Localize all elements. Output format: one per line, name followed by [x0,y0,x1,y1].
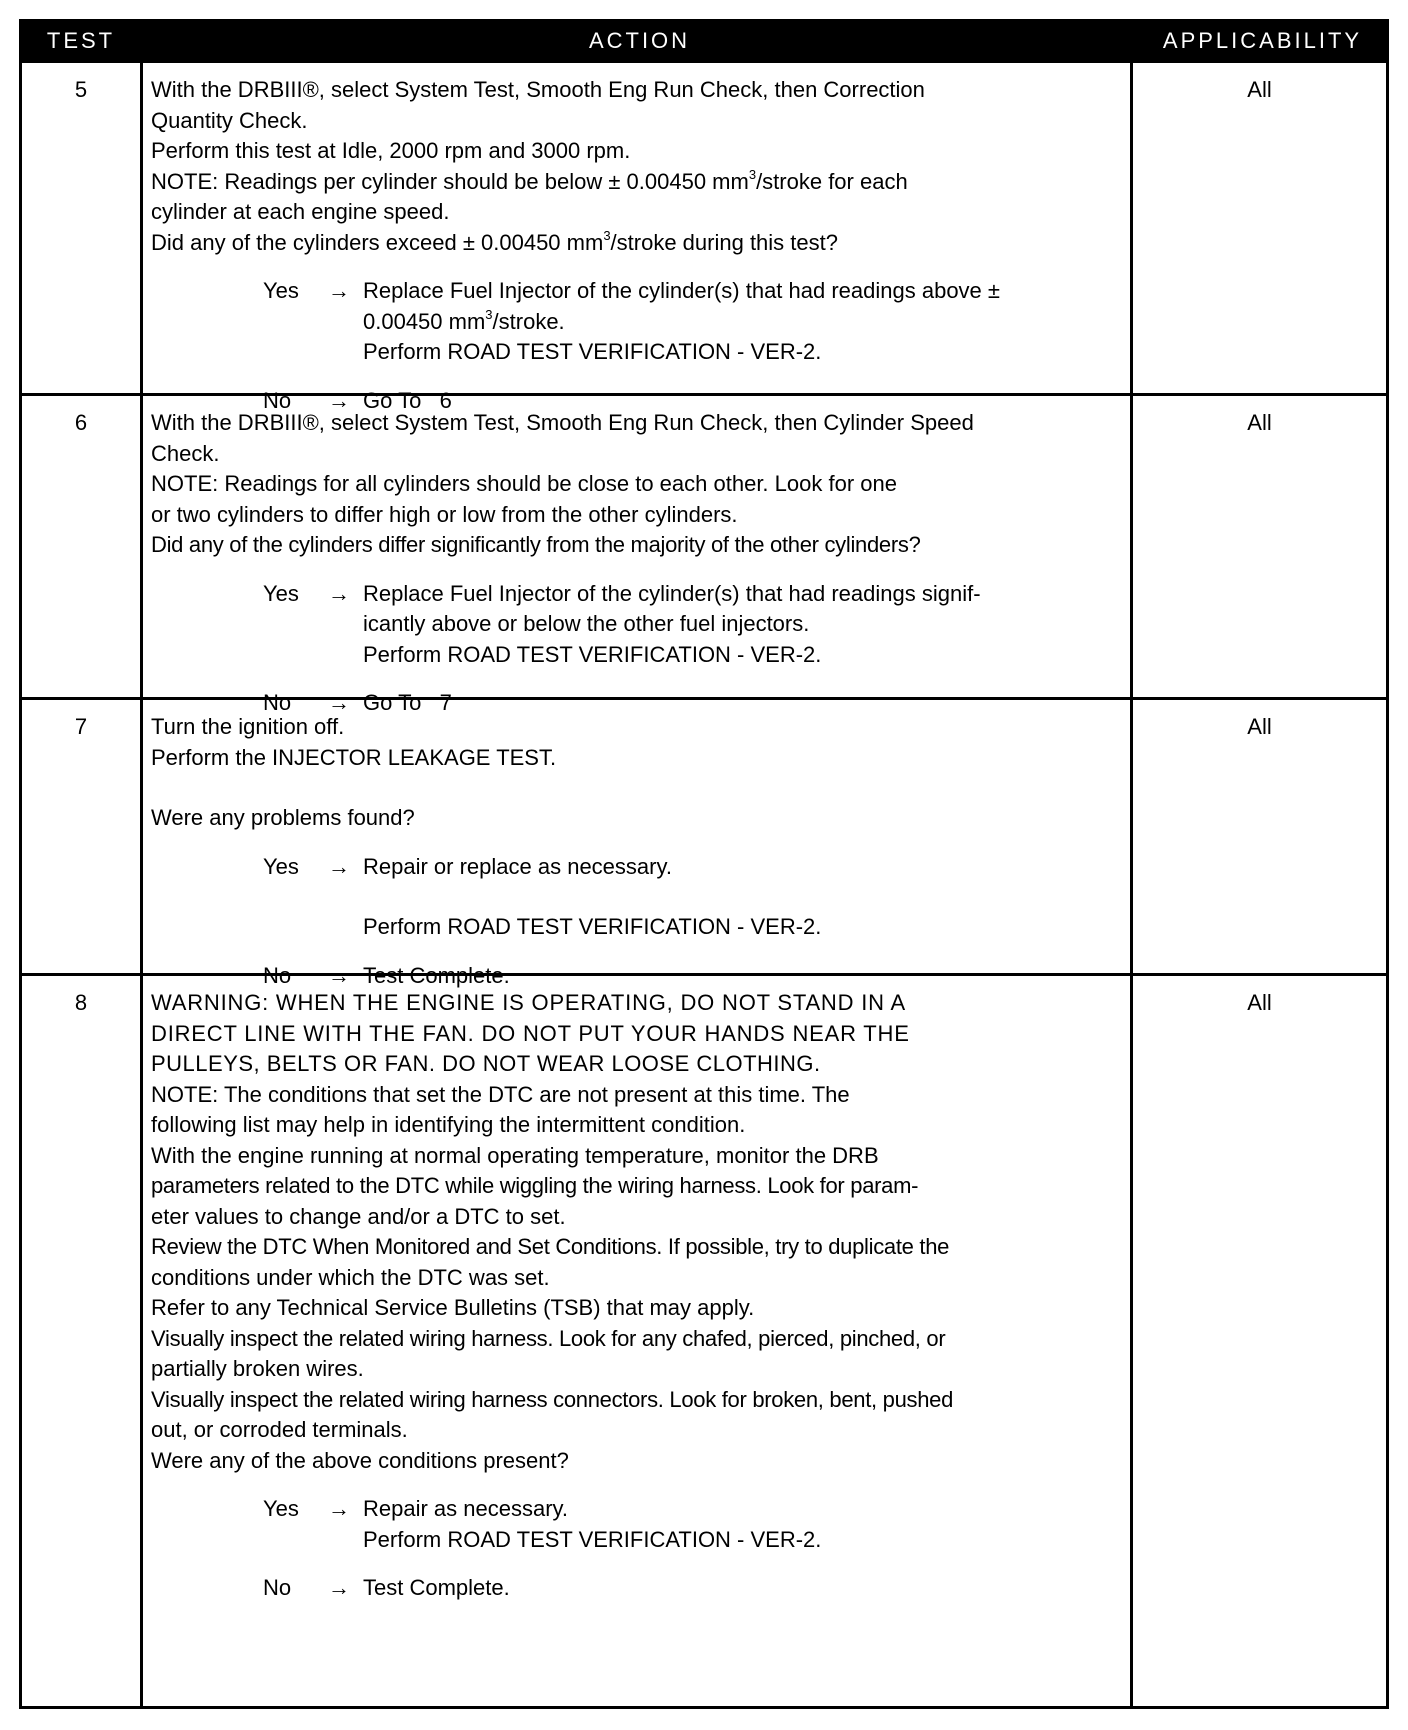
action-line: conditions under which the DTC was set. [151,1264,550,1290]
table-row-test-5 [22,60,1386,413]
action-line: Refer to any Technical Service Bulletins (TSB) that may apply. [151,1295,755,1320]
action-line: Perform the INJECTOR LEAKAGE TEST. [151,744,557,770]
test-number: 7 [74,714,88,739]
arrow-right-icon: → [328,387,350,413]
answer-line: 0.00450 $mm^3$/stroke. [363,306,565,334]
answer-line: Repair as necessary. [363,1496,569,1521]
yes-label: Yes [263,853,299,879]
arrow-right-icon: → [328,580,350,606]
arrow-right-icon: → [328,278,350,303]
arrow-right-icon: → [328,1496,350,1521]
no-answer [263,1573,1120,1604]
question-line: Were any problems found? [151,805,415,830]
answer-line: Repair or replace as necessary. [363,853,672,879]
table-header [22,22,1386,60]
action-line: Turn the ignition off. [151,714,345,739]
question-line: Were any of the above conditions present? [151,1447,569,1473]
action-cell [140,700,1133,988]
yes-label: Yes [263,580,299,606]
table-row-test-8 [22,973,1386,1706]
note-line: NOTE: Readings for all cylinders should be close to each other. Look for one [151,471,897,496]
answer-line: Perform ROAD TEST VERIFICATION - VER-2. [363,641,822,667]
goto-reference: Go To 6 [363,387,452,413]
applicability-value: All [1247,990,1272,1015]
action-line: parameters related to the DTC while wiggling the wiring harness. Look for param- [151,1173,919,1198]
header-action: ACTION [140,22,1139,60]
yes-answer [263,1494,1120,1555]
question-line: Did any of the cylinders exceed ± 0.00450 $mm^3$/stroke during this test? [151,227,838,255]
no-label: No [263,1575,292,1600]
answer-line: icantly above or below the other fuel injectors. [363,611,810,636]
arrow-right-icon: → [328,690,350,715]
action-line: Check. [151,440,220,466]
arrow-right-icon: → [328,853,350,879]
yes-label: Yes [263,1496,299,1521]
action-line: Visually inspect the related wiring harness. Look for any chafed, pierced, pinched, or [151,1325,946,1351]
test-number: 8 [74,990,88,1015]
action-cell [140,976,1133,1706]
no-label: No [263,962,292,988]
action-line: With the DRBIII®, select System Test, Smooth Eng Run Check, then Correction [151,77,925,102]
action-line: With the engine running at normal operating temperature, monitor the DRB [151,1142,879,1168]
note-line: or two cylinders to differ high or low from the other cylinders. [151,501,738,527]
goto-reference: Go To 7 [363,690,452,715]
note-line: cylinder at each engine speed. [151,199,450,224]
applicability-value: All [1247,77,1272,102]
yes-answer [263,579,1120,671]
table-row-test-7 [22,697,1386,988]
header-test: TEST [46,28,116,53]
applicability-value: All [1247,410,1272,435]
answer-line: Perform ROAD TEST VERIFICATION - VER-2. [363,1526,822,1552]
answer-line: Replace Fuel Injector of the cylinder(s) that had readings signif- [363,580,981,606]
test-number: 6 [74,410,88,435]
action-line: With the DRBIII®, select System Test, Smooth Eng Run Check, then Cylinder Speed [151,410,974,435]
arrow-right-icon: → [328,1575,350,1600]
action-cell [140,396,1133,715]
diagnostic-table [19,19,1389,1709]
answer-line: Test Complete. [363,1575,510,1600]
action-line: Quantity Check. [151,107,308,133]
action-cell [140,63,1133,413]
note-line: following list may help in identifying the intermittent condition. [151,1112,746,1137]
answer-line: Perform ROAD TEST VERIFICATION - VER-2. [363,914,822,939]
answer-line: Perform ROAD TEST VERIFICATION - VER-2. [363,339,822,364]
applicability-value: All [1247,714,1272,739]
action-line: partially broken wires. [151,1356,364,1381]
answer-line: Replace Fuel Injector of the cylinder(s) that had readings above ± [363,278,1000,303]
action-line: eter values to change and/or a DTC to set. [151,1203,566,1229]
yes-answer [263,852,1120,943]
warning-line: WARNING: WHEN THE ENGINE IS OPERATING, DO NOT STAND IN A [151,990,906,1015]
warning-line: DIRECT LINE WITH THE FAN. DO NOT PUT YOUR HANDS NEAR THE [151,1020,910,1046]
action-line: Review the DTC When Monitored and Set Conditions. If possible, try to duplicate the [151,1234,950,1259]
warning-line: PULLEYS, BELTS OR FAN. DO NOT WEAR LOOSE CLOTHING. [151,1051,821,1076]
no-label: No [263,690,292,715]
answer-line: Test Complete. [363,962,510,988]
action-line: out, or corroded terminals. [151,1417,408,1442]
note-line: NOTE: The conditions that set the DTC are not present at this time. The [151,1081,850,1107]
note-line: NOTE: Readings per cylinder should be below ± 0.00450 $mm^3$/stroke for each [151,166,908,194]
table-row-test-6 [22,393,1386,715]
action-line: Perform this test at Idle, 2000 rpm and 3000 rpm. [151,138,631,163]
question-line: Did any of the cylinders differ significantly from the majority of the other cylinders? [151,532,921,557]
no-label: No [263,387,292,413]
header-applicability: APPLICABILITY [1162,28,1363,53]
arrow-right-icon: → [328,962,350,988]
action-line: Visually inspect the related wiring harness connectors. Look for broken, bent, pushed [151,1386,954,1412]
yes-label: Yes [263,278,299,303]
test-number: 5 [74,77,88,102]
yes-answer [263,276,1120,368]
